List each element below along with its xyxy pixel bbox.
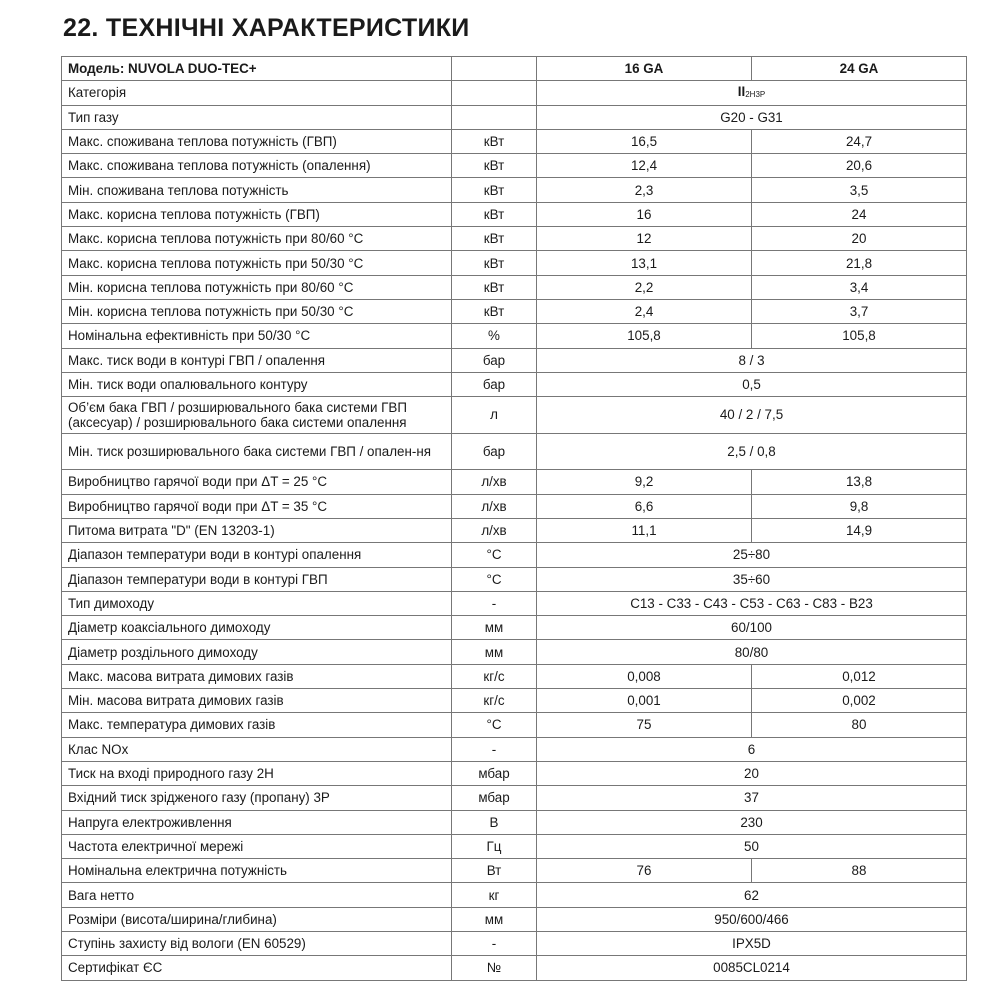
param-value-16ga: 76: [537, 859, 752, 883]
param-value-24ga: 0,012: [752, 664, 967, 688]
param-value: 50: [537, 834, 967, 858]
param-value: 40 / 2 / 7,5: [537, 397, 967, 434]
param-unit: мбар: [452, 761, 537, 785]
param-label: Мін. масова витрата димових газів: [62, 689, 452, 713]
spec-row: [62, 227, 967, 251]
param-value: G20 - G31: [537, 105, 967, 129]
param-value-24ga: 20: [752, 227, 967, 251]
spec-row: [62, 689, 967, 713]
header-row: [62, 57, 967, 81]
param-unit: бар: [452, 348, 537, 372]
spec-row: [62, 931, 967, 955]
param-unit: [452, 105, 537, 129]
param-value-16ga: 0,008: [537, 664, 752, 688]
param-value-24ga: 3,7: [752, 299, 967, 323]
param-label: Макс. масова витрата димових газів: [62, 664, 452, 688]
param-label: Сертифікат ЄС: [62, 956, 452, 980]
param-unit: кВт: [452, 227, 537, 251]
param-value: 80/80: [537, 640, 967, 664]
param-value-16ga: 11,1: [537, 518, 752, 542]
param-value: 0085CL0214: [537, 956, 967, 980]
param-label: Вага нетто: [62, 883, 452, 907]
param-label: Діапазон температури води в контурі ГВП: [62, 567, 452, 591]
param-label: Мін. корисна теплова потужність при 80/60 °C: [62, 275, 452, 299]
param-label: Діапазон температури води в контурі опалення: [62, 543, 452, 567]
param-label: Питома витрата "D" (EN 13203-1): [62, 518, 452, 542]
param-unit: кВт: [452, 251, 537, 275]
spec-row: [62, 859, 967, 883]
category-unit: [452, 81, 537, 105]
param-value: 0,5: [537, 372, 967, 396]
param-value-16ga: 75: [537, 713, 752, 737]
page-title: 22. ТЕХНІЧНІ ХАРАКТЕРИСТИКИ: [63, 14, 470, 42]
category-row: [62, 81, 967, 105]
param-value: 20: [537, 761, 967, 785]
param-unit: кВт: [452, 178, 537, 202]
spec-row: [62, 275, 967, 299]
param-label: Макс. корисна теплова потужність (ГВП): [62, 202, 452, 226]
spec-row: [62, 372, 967, 396]
category-label: Категорія: [62, 81, 452, 105]
param-value-16ga: 2,3: [537, 178, 752, 202]
param-label: Діаметр коаксіального димоходу: [62, 616, 452, 640]
param-value: 950/600/466: [537, 907, 967, 931]
param-value-16ga: 2,2: [537, 275, 752, 299]
param-label: Мін. тиск розширювального бака системи ГВП / опален-ня: [62, 433, 452, 470]
spec-row: [62, 786, 967, 810]
param-value-16ga: 12,4: [537, 154, 752, 178]
param-value-16ga: 9,2: [537, 470, 752, 494]
param-value-16ga: 105,8: [537, 324, 752, 348]
param-label: Мін. споживана теплова потужність: [62, 178, 452, 202]
spec-row: [62, 202, 967, 226]
param-unit: °C: [452, 543, 537, 567]
param-label: Мін. корисна теплова потужність при 50/30 °C: [62, 299, 452, 323]
category-value-main: II: [737, 84, 746, 100]
param-label: Клас NOx: [62, 737, 452, 761]
spec-row: [62, 397, 967, 434]
param-unit: %: [452, 324, 537, 348]
param-unit: мм: [452, 616, 537, 640]
param-unit: кг: [452, 883, 537, 907]
spec-row: [62, 664, 967, 688]
param-value-16ga: 12: [537, 227, 752, 251]
model-24ga-header: 24 GA: [752, 57, 967, 81]
spec-row: [62, 567, 967, 591]
spec-row: [62, 470, 967, 494]
param-label: Ступінь захисту від вологи (EN 60529): [62, 931, 452, 955]
param-label: Виробництво гарячої води при ΔT = 25 °C: [62, 470, 452, 494]
param-value-16ga: 6,6: [537, 494, 752, 518]
param-value: 230: [537, 810, 967, 834]
param-label: Макс. корисна теплова потужність при 50/30 °C: [62, 251, 452, 275]
param-unit: кВт: [452, 129, 537, 153]
param-label: Макс. тиск води в контурі ГВП / опалення: [62, 348, 452, 372]
spec-row: [62, 494, 967, 518]
param-label: Макс. споживана теплова потужність (ГВП): [62, 129, 452, 153]
param-value: 2,5 / 0,8: [537, 433, 967, 470]
param-value-16ga: 16,5: [537, 129, 752, 153]
spec-row: [62, 543, 967, 567]
spec-row: [62, 761, 967, 785]
param-value-16ga: 0,001: [537, 689, 752, 713]
category-value: [537, 81, 967, 105]
spec-row: [62, 737, 967, 761]
spec-row: [62, 616, 967, 640]
param-label: Вхідний тиск зрідженого газу (пропану) 3P: [62, 786, 452, 810]
param-value-16ga: 13,1: [537, 251, 752, 275]
param-unit: мм: [452, 907, 537, 931]
spec-row: [62, 591, 967, 615]
param-unit: кВт: [452, 299, 537, 323]
param-value-24ga: 14,9: [752, 518, 967, 542]
param-label: Розміри (висота/ширина/глибина): [62, 907, 452, 931]
param-value-24ga: 13,8: [752, 470, 967, 494]
param-unit: В: [452, 810, 537, 834]
spec-row: [62, 433, 967, 470]
param-value: C13 - C33 - C43 - C53 - C63 - C83 - B23: [537, 591, 967, 615]
param-value-24ga: 9,8: [752, 494, 967, 518]
param-label: Об’єм бака ГВП / розширювального бака системи ГВП (аксесуар) / розширювального бака системи опалення: [62, 397, 452, 434]
spec-row: [62, 129, 967, 153]
param-unit: кВт: [452, 275, 537, 299]
param-value-24ga: 3,5: [752, 178, 967, 202]
param-value-24ga: 24: [752, 202, 967, 226]
param-value-16ga: 16: [537, 202, 752, 226]
spec-row: [62, 251, 967, 275]
param-value-24ga: 0,002: [752, 689, 967, 713]
spec-row: [62, 907, 967, 931]
unit-header: [452, 57, 537, 81]
param-value: 60/100: [537, 616, 967, 640]
param-unit: мбар: [452, 786, 537, 810]
param-unit: №: [452, 956, 537, 980]
param-label: Номінальна ефективність при 50/30 °C: [62, 324, 452, 348]
param-value: 62: [537, 883, 967, 907]
param-label: Діаметр роздільного димоходу: [62, 640, 452, 664]
param-value: 35÷60: [537, 567, 967, 591]
param-unit: л: [452, 397, 537, 434]
param-label: Виробництво гарячої води при ΔT = 35 °C: [62, 494, 452, 518]
param-unit: мм: [452, 640, 537, 664]
spec-row: [62, 640, 967, 664]
param-label: Макс. корисна теплова потужність при 80/60 °C: [62, 227, 452, 251]
param-label: Макс. споживана теплова потужність (опалення): [62, 154, 452, 178]
param-unit: кВт: [452, 154, 537, 178]
spec-row: [62, 105, 967, 129]
param-label: Тип газу: [62, 105, 452, 129]
param-unit: л/хв: [452, 470, 537, 494]
param-label: Макс. температура димових газів: [62, 713, 452, 737]
param-unit: Гц: [452, 834, 537, 858]
param-value-24ga: 21,8: [752, 251, 967, 275]
param-value-24ga: 80: [752, 713, 967, 737]
param-unit: бар: [452, 433, 537, 470]
param-value: 37: [537, 786, 967, 810]
spec-row: [62, 956, 967, 980]
spec-row: [62, 154, 967, 178]
model-16ga-header: 16 GA: [537, 57, 752, 81]
param-unit: бар: [452, 372, 537, 396]
spec-row: [62, 348, 967, 372]
spec-row: [62, 713, 967, 737]
param-value-24ga: 24,7: [752, 129, 967, 153]
param-unit: -: [452, 931, 537, 955]
model-label: Модель: NUVOLA DUO-TEC+: [62, 57, 452, 81]
param-unit: -: [452, 737, 537, 761]
spec-row: [62, 299, 967, 323]
param-value-24ga: 3,4: [752, 275, 967, 299]
spec-table: [61, 56, 967, 981]
param-unit: л/хв: [452, 494, 537, 518]
category-value-sub: 2H3P: [745, 90, 766, 100]
param-value: 6: [537, 737, 967, 761]
param-unit: Вт: [452, 859, 537, 883]
param-unit: кВт: [452, 202, 537, 226]
param-value-24ga: 20,6: [752, 154, 967, 178]
param-label: Номінальна електрична потужність: [62, 859, 452, 883]
param-value: IPX5D: [537, 931, 967, 955]
spec-table-body: [62, 57, 967, 981]
spec-row: [62, 178, 967, 202]
spec-row: [62, 324, 967, 348]
param-unit: кг/с: [452, 689, 537, 713]
spec-row: [62, 883, 967, 907]
param-value: 8 / 3: [537, 348, 967, 372]
param-label: Тиск на вході природного газу 2H: [62, 761, 452, 785]
spec-row: [62, 810, 967, 834]
param-label: Напруга електроживлення: [62, 810, 452, 834]
param-unit: -: [452, 591, 537, 615]
param-value: 25÷80: [537, 543, 967, 567]
param-value-24ga: 105,8: [752, 324, 967, 348]
param-unit: °C: [452, 713, 537, 737]
param-label: Мін. тиск води опалювального контуру: [62, 372, 452, 396]
param-label: Тип димоходу: [62, 591, 452, 615]
param-unit: °C: [452, 567, 537, 591]
param-label: Частота електричної мережі: [62, 834, 452, 858]
param-unit: л/хв: [452, 518, 537, 542]
spec-row: [62, 518, 967, 542]
param-unit: кг/с: [452, 664, 537, 688]
param-value-24ga: 88: [752, 859, 967, 883]
spec-row: [62, 834, 967, 858]
param-value-16ga: 2,4: [537, 299, 752, 323]
